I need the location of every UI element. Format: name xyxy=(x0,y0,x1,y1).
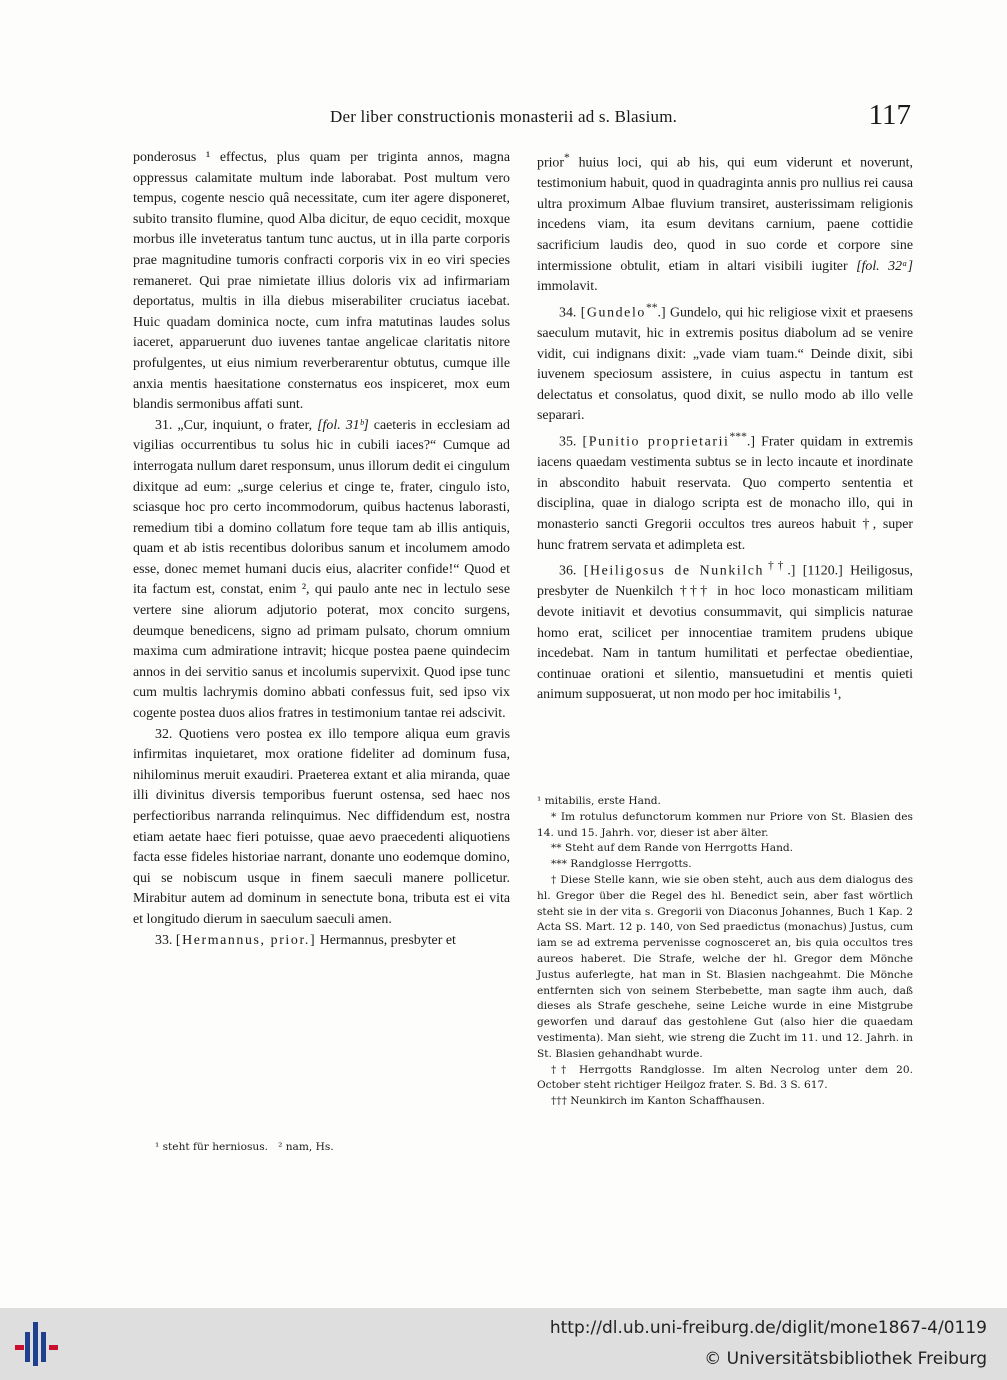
paragraph-continued: ponderosus ¹ effectus, plus quam per triginta annos, magna oppressus calamitate multum inde laborabat. Post multum vero tempus, cogente nescio quâ necessitate, cum iter agere disponeret, subito transito flumine, quod Alba dicitur, de equo cecidit, moxque morbus ille inveteratus tantum tunc auctus, ut in illa parte corporis prae magnitudine tumoris confracti corporis vix in eo viri species remaneret. Qui prae nimietate illius doloris vix ad infirmariam deportatus, multis in illa diebus miserabiliter cruciatus iacebat. Huic quadam dominica nocte, cum infra matutinas laudes solus iaceret, apparuerunt duo iuvenes tantae angelicae claritatis nitore profulgentes, ut eius nimium reverberarentur obtutus, cumque ille anxia mentis haesitatione consternatus eos inspiceret, mox eum blandis sermonibus affati sunt. xyxy=(133,150,510,413)
copyright-notice: © Universitätsbibliothek Freiburg xyxy=(704,1349,987,1369)
paragraph-continued: prior* huius loci, qui ab his, qui eum viderunt et noverunt, testimonium habuit, quod in quadraginta annis pro nullius rei causa ultra proximum Albae fluvium transiret, austerissimam religionis incedens viam, ita esum devitans carnium, paene cottidie sacrificium laudis deo, quod in suo corde et corpore sine intermissione obtulit, etiam in altari visibili iugiter [fol. 32ᵃ] immolavit. xyxy=(537,151,913,295)
footnotes-left xyxy=(155,1140,510,1156)
paragraph-number: 33. xyxy=(155,932,173,948)
paragraph-number: 36. xyxy=(559,563,577,579)
right-column xyxy=(537,148,913,706)
paragraph-number: 34. xyxy=(559,305,577,321)
left-column xyxy=(133,148,510,951)
footnote: * Im rotulus defunctorum kommen nur Priore von St. Blasien des 14. und 15. Jahrh. vor, dieser ist aber älter. xyxy=(537,810,913,839)
section-heading: [Gundelo xyxy=(580,305,646,321)
footnote: ††† Neunkirch im Kanton Schaffhausen. xyxy=(551,1095,765,1108)
footnote: ² nam, Hs. xyxy=(278,1141,334,1153)
page-number: 117 xyxy=(868,99,911,131)
footnote: † Diese Stelle kann, wie sie oben steht, auch aus dem dialogus des hl. Gregor über die Regel des hl. Benedict sein, aber fast wörtlich steht sie in der vita s. Gregorii von Diaconus Johannes, Buch 1 Kap. 2 Acta SS. Mart. 12 p. 140, von Sed praedictus (monachus) Justus, cum iam se ad extrema pervenisse cognosceret an, bis quia occultos tres aureos haberet. Die Strafe, welche der hl. Gregor dem Mönche Justus auferlegte, hat man in St. Blasien nachgeahmt. Die Mönche entfernten sich von seinem Sterbebette, man sagte ihm auch, daß dieses als Strafe geschehe, seine Leiche wurde in eine Mistgrube geworfen und darauf das gestohlene Gut (also hier die quaedam vestimenta). Man sieht, wie streng die Zucht im 11. und 12. Jahrh. in St. Blasien gehandhabt wurde. xyxy=(537,873,913,1060)
paragraph-36: 36. [Heiligosus de Nunkilch††.] [1120.] Heiligosus, presbyter de Nuenkilch ††† in hoc loco monasticam militiam devote initiavit et devotius consummavit, qui simplicis naturae homo erat, scilicet per innocentiae tramitem prudens ubique incedebat. Nam in tantum humilitati et perfectae obedientiae, continuae orationi et silentio, mansuetudini et mentis quieti animum supposuerat, ut non modo per hoc imitabilis ¹, xyxy=(537,559,914,703)
running-title: Der liber constructionis monasterii ad s. Blasium. xyxy=(330,107,678,126)
paragraph-number: 32. xyxy=(155,726,173,742)
paragraph-31: 31. „Cur, inquiunt, o frater, [fol. 31ᵇ] caeteris in ecclesiam ad vigilias occurrentibus tu solus hic in cubili iaces?“ Cumque ad interrogata nullum daret responsum, unus illorum dedit ei cingulum dixitque ad eum: „surge celerius et cinge te, frater, cingulo isto, sciasque hoc pro certo incommodorum, quibus hactenus laborasti, remedium tibi a domino collatum fore teque tam ab illis antiquis, quam et ab istis recentibus doloribus sanum et incolumem amodo esse, donec memet humani ducis eius, alacriter confide!“ Quod et ita factum est, constat, enim ², qui paulo ante nec in lectulo sese vertere sine aliorum adjutorio poterat, mox concito surgens, deumque benedicens, signo ad primam pulsato, chorum omnium maxima cum admiratione intravit; hicque postea paene quindecim annos in dei servitio sanus et incolumis supervixit. Quod ipse tunc cum multis lachrymis domino abbati confessus fuit, sed ipso vix cogente postea duos alios fratres in testimonium tantae rei adscivit. xyxy=(133,417,510,722)
library-footer-bar xyxy=(0,1308,1007,1380)
paragraph-number: 35. xyxy=(559,434,577,450)
page-header xyxy=(330,99,915,139)
section-heading: [Punitio proprietarii xyxy=(582,434,730,450)
paragraph-34: 34. [Gundelo**.] Gundelo, qui hic religiose vixit et praesens saeculum mutavit, hic in extremis positus diabolum ad se venire vidit, cui indignans dixit: „vade viam tuam.“ Deinde dixit, sibi iuvenem speciosum assistere, in cuius aspectu in tantum est delectatus et consolatus, quod dixit, se nullo modo ab illo velle separari. xyxy=(537,300,913,424)
section-heading: [Hermannus, prior.] xyxy=(175,932,317,948)
footnote: ** Steht auf dem Rande von Herrgotts Hand. xyxy=(551,842,794,855)
folio-reference: [fol. 31ᵇ] xyxy=(317,417,369,433)
paragraph-33: 33. [Hermannus, prior.] Hermannus, presbyter et xyxy=(155,932,456,948)
document-url-link[interactable]: http://dl.ub.uni-freiburg.de/diglit/mone1867-4/0119 xyxy=(549,1318,987,1338)
folio-reference: [fol. 32ᵃ] xyxy=(856,258,913,274)
footnotes-right xyxy=(537,794,913,1110)
library-logo-icon xyxy=(12,1320,64,1370)
footnote: †† Herrgotts Randglosse. Im alten Necrolog unter dem 20. October steht richtiger Heilgoz frater. S. Bd. 3 S. 617. xyxy=(537,1063,913,1092)
footnote: ¹ steht für herniosus. xyxy=(155,1141,269,1153)
footnote: ¹ mitabilis, erste Hand. xyxy=(537,795,661,807)
footnote: *** Randglosse Herrgotts. xyxy=(551,858,692,871)
paragraph-32: 32. Quotiens vero postea ex illo tempore aliqua eum gravis infirmitas inquietaret, mox oratione fideliter ad dominum fusa, nihilominus meruit exaudiri. Praeterea extant et alia miranda, quae illi divinitus diversis temporibus fuerunt ostensa, sed haec nos perfectioribus narranda relinquimus. Nec diffidendum est, nostra etiam aetate haec fieri potuisse, quae aevo praecedenti aliquotiens facta esse fideles historiae narrant, donante uno eodemque domino, qui se nobiscum usque in finem saeculi manere pollicetur. Mirabitur autem ad dominum in senectute bona, tributa est ei vita et longitudo dierum in saeculum saeculi amen. xyxy=(133,726,510,927)
paragraph-35: 35. [Punitio proprietarii***.] Frater quidam in extremis iacens quaedam vestimenta subtus se in lecto incaute et inordinate in abscondito habuit reservata. Quo comperto sententia et disciplina, quae in dialogo scripta est de monacho illo, qui in monasterio sancti Gregorii occultos tres aureos habuit †, super hunc fratrem servata et adimpleta est. xyxy=(537,429,913,553)
paragraph-number: 31. xyxy=(155,417,173,433)
section-heading: [Heiligosus de Nunkilch xyxy=(583,563,765,579)
